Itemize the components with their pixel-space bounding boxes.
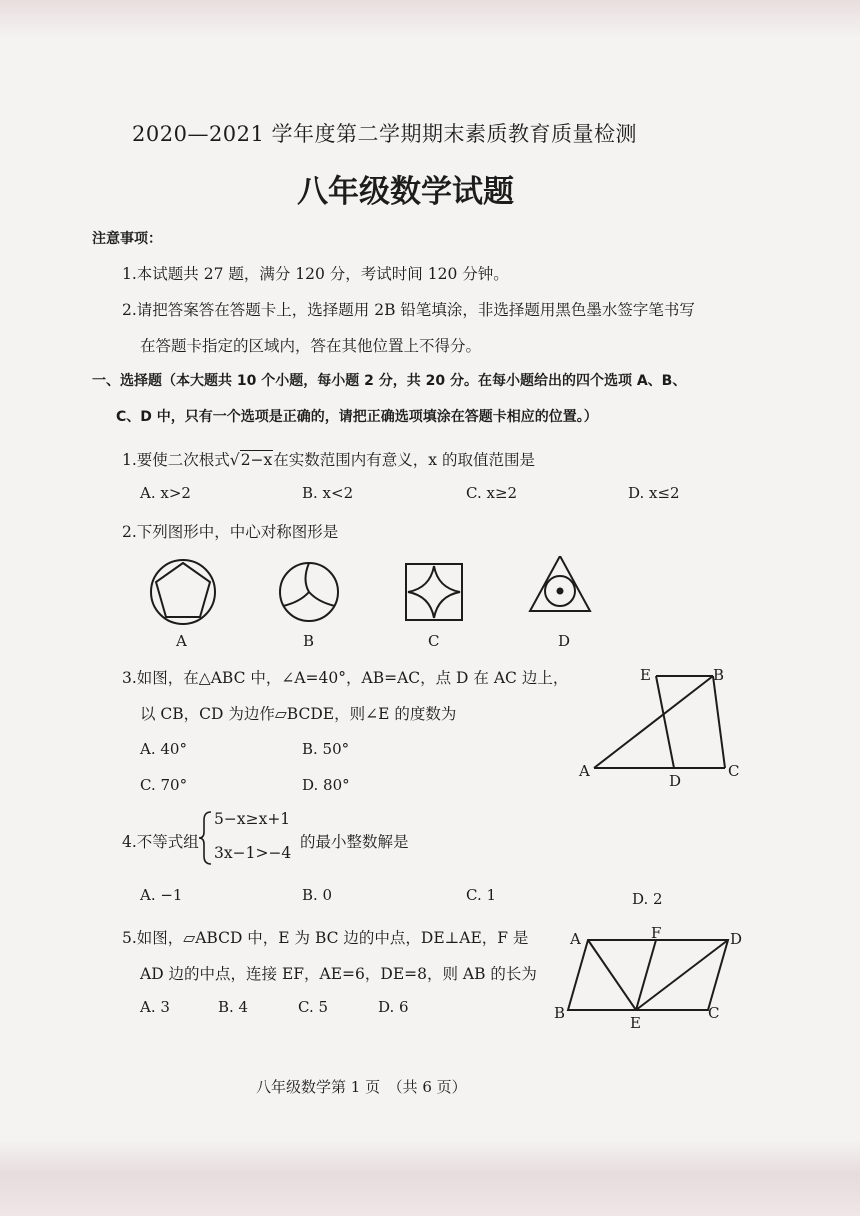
q1-option-d: D. x≤2 xyxy=(628,484,680,502)
notice-item-2: 2.请把答案答在答题卡上，选择题用 2B 铅笔填涂，非选择题用黑色墨水签字笔书写 xyxy=(122,301,695,319)
question-1-prefix: 1.要使二次根式 xyxy=(122,451,230,469)
question-3-line-2: 以 CB，CD 为边作▱BCDE，则∠E 的度数为 xyxy=(140,705,457,723)
figure-b-circle-three-arcs xyxy=(280,563,338,621)
q5-option-c: C. 5 xyxy=(298,998,329,1016)
exam-subtitle: 八年级数学试题 xyxy=(297,174,514,210)
scan-top-edge xyxy=(0,0,860,38)
q5-label-b: B xyxy=(554,1004,566,1022)
question-5-line-1: 5.如图，▱ABCD 中，E 为 BC 边的中点，DE⊥AE，F 是 xyxy=(122,929,529,947)
figure-label-c: C xyxy=(428,632,440,650)
section-1-line-1: 一、选择题（本大题共 10 个小题，每小题 2 分，共 20 分。在每小题给出的四个选项 A、B、 xyxy=(92,373,687,389)
figure-a-pentagon-in-circle xyxy=(151,560,215,624)
question-5-line-2: AD 边的中点，连接 EF，AE=6，DE=8，则 AB 的长为 xyxy=(140,965,537,983)
q5-label-a: A xyxy=(570,930,581,948)
q5-option-d: D. 6 xyxy=(378,998,409,1016)
page-footer: 八年级数学第 1 页 （共 6 页） xyxy=(256,1078,467,1096)
q3-label-b: B xyxy=(713,666,725,684)
notice-item-2-cont: 在答题卡指定的区域内，答在其他位置上不得分。 xyxy=(140,337,482,355)
figure-c-square-with-star xyxy=(406,564,462,620)
q4-option-d: D. 2 xyxy=(632,890,663,908)
q3-label-d: D xyxy=(669,772,682,788)
q5-option-b: B. 4 xyxy=(218,998,249,1016)
q5-option-a: A. 3 xyxy=(140,998,170,1016)
question-3-figure xyxy=(570,662,760,788)
question-2-figures xyxy=(140,556,620,652)
figure-label-d: D xyxy=(558,632,571,650)
q1-option-c: C. x≥2 xyxy=(466,484,518,502)
notice-item-1: 1.本试题共 27 题，满分 120 分，考试时间 120 分钟。 xyxy=(122,265,509,283)
q4-option-b: B. 0 xyxy=(302,886,333,904)
figure-label-b: B xyxy=(303,632,315,650)
q1-option-a: A. x>2 xyxy=(140,484,191,502)
section-1-line-2: C、D 中，只有一个选项是正确的，请把正确选项填涂在答题卡相应的位置。） xyxy=(116,409,598,425)
q5-label-d: D xyxy=(730,930,743,948)
notice-heading: 注意事项： xyxy=(92,231,162,247)
q3-label-c: C xyxy=(728,762,740,780)
question-3-line-1: 3.如图，在△ABC 中，∠A=40°，AB=AC，点 D 在 AC 边上， xyxy=(122,669,569,687)
q5-label-e: E xyxy=(630,1014,641,1030)
q3-option-a: A. 40° xyxy=(140,740,187,758)
question-1-suffix: 在实数范围内有意义，x 的取值范围是 xyxy=(273,451,535,469)
question-4-suffix: 的最小整数解是 xyxy=(300,833,409,851)
scan-bottom-edge xyxy=(0,1140,860,1216)
q5-label-f: F xyxy=(651,924,662,942)
q3-option-d: D. 80° xyxy=(302,776,350,794)
q3-label-a: A xyxy=(579,762,590,780)
question-2-stem: 2.下列图形中，中心对称图形是 xyxy=(122,523,339,541)
q3-option-c: C. 70° xyxy=(140,776,188,794)
inequality-2: 3x−1>−4 xyxy=(214,844,292,862)
radicand: 2−x xyxy=(240,451,273,469)
question-4-prefix: 4.不等式组 xyxy=(122,833,199,851)
figure-d-triangle-with-circle xyxy=(530,556,590,611)
question-5-figure xyxy=(550,924,750,1030)
q3-option-b: B. 50° xyxy=(302,740,350,758)
radical-sign: √2−x xyxy=(229,451,273,469)
q4-option-c: C. 1 xyxy=(466,886,497,904)
q4-option-a: A. −1 xyxy=(140,886,183,904)
left-brace-icon xyxy=(198,810,214,866)
q5-label-c: C xyxy=(708,1004,720,1022)
exam-title: 2020—2021 学年度第二学期期末素质教育质量检测 xyxy=(132,122,638,146)
q1-option-b: B. x<2 xyxy=(302,484,354,502)
figure-label-a: A xyxy=(176,632,187,650)
q3-label-e: E xyxy=(640,666,651,684)
inequality-1: 5−x≥x+1 xyxy=(214,810,291,828)
question-1-stem xyxy=(122,448,535,470)
